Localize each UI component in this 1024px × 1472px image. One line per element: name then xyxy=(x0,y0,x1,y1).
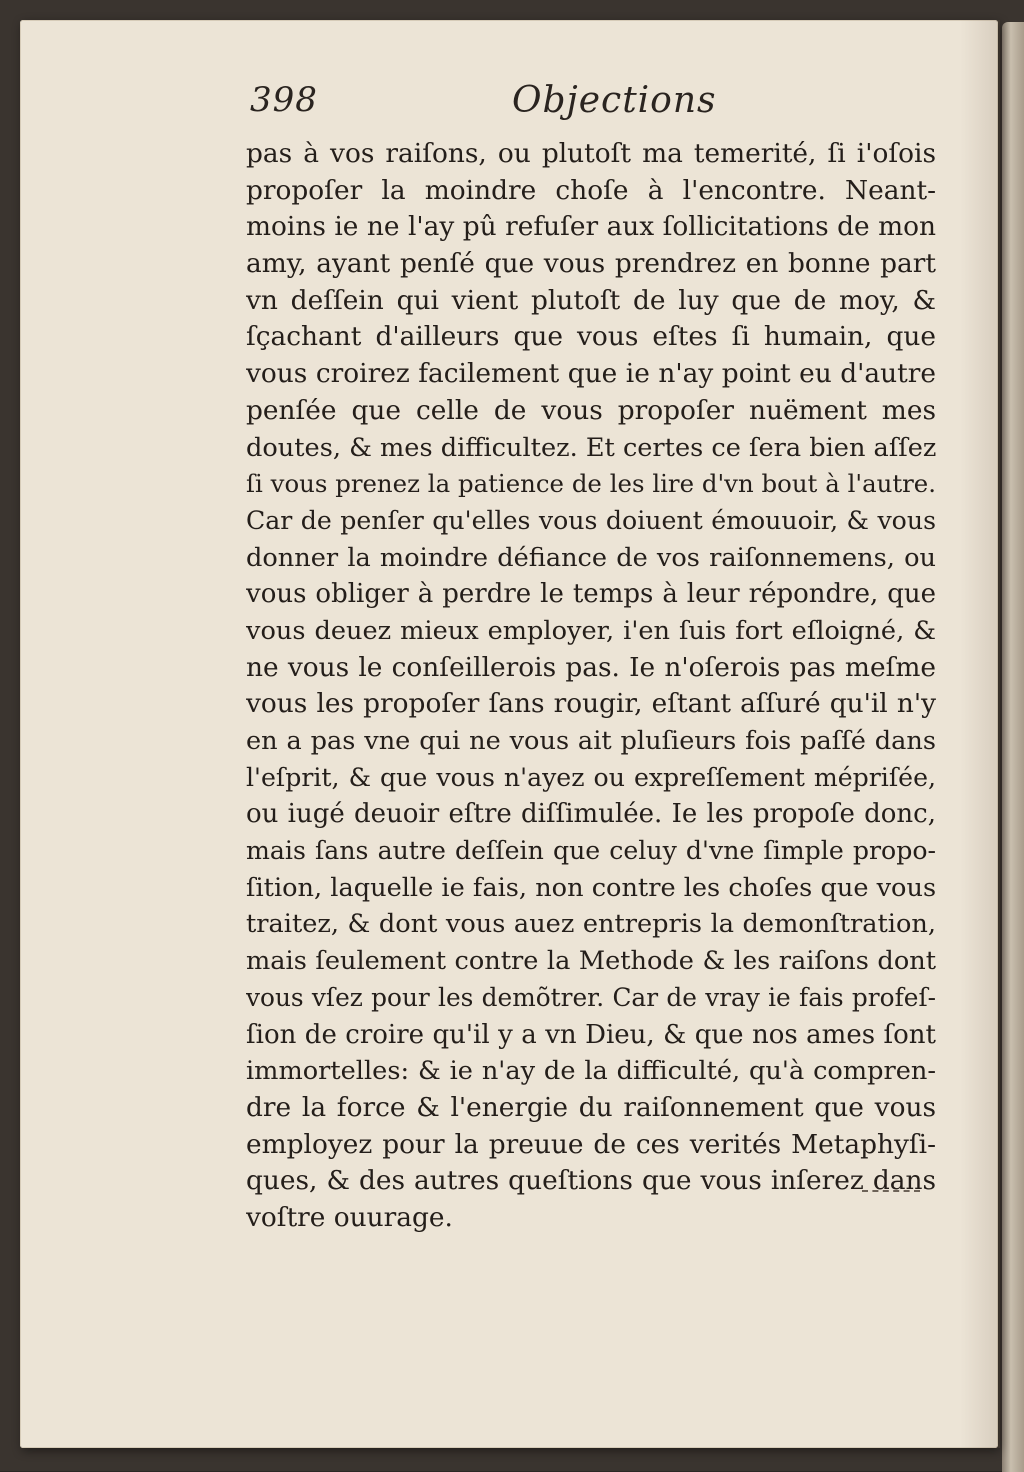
text-line: vous les propoſer ſans rougir, eſtant aſſuré qu'il n'y xyxy=(246,688,936,720)
text-line: vous croirez facilement que ie n'ay point eu d'autre xyxy=(246,358,936,390)
text-line: moins ie ne l'ay pû refuſer aux ſollicitations de mon xyxy=(246,211,936,243)
text-line: vous deuez mieux employer, i'en ſuis fort eſloigné, & xyxy=(246,615,936,646)
text-line: ſçachant d'ailleurs que vous eſtes ſi humain, que xyxy=(246,321,936,353)
text-line: en a pas vne qui ne vous ait pluſieurs fois paſſé dans xyxy=(246,726,936,756)
text-line: vous obliger à perdre le temps à leur répondre, que xyxy=(246,579,936,610)
text-line: ques, & des autres queſtions que vous inſerez dans xyxy=(246,1165,936,1197)
text-line: traitez, & dont vous auez entrepris la demonſtration, xyxy=(246,909,936,940)
text-line: l'eſprit, & que vous n'ayez ou expreſſement mépriſée, xyxy=(246,762,936,792)
text-line: ſition, laquelle ie fais, non contre les choſes que vous xyxy=(246,872,936,903)
text-line: ſion de croire qu'il y a vn Dieu, & que nos ames ſont xyxy=(246,1019,936,1050)
text-line: voſtre ouurage. xyxy=(246,1201,453,1233)
text-line: ou iugé deuoir eſtre diſſimulée. Ie les propoſe donc, xyxy=(246,799,936,830)
text-line: mais ſeulement contre la Methode & les raiſons dont xyxy=(246,946,936,977)
facing-page-edge xyxy=(1002,22,1024,1472)
text-line: vous vſez pour les demõtrer. Car de vray ie fais profeſ- xyxy=(246,982,936,1012)
text-line: donner la moindre défiance de vos raiſonnemens, ou xyxy=(246,542,936,573)
text-line: mais ſans autre deſſein que celuy d'vne ſimple propo- xyxy=(246,836,936,866)
page-number: 398 xyxy=(250,80,318,120)
catchword-mark xyxy=(862,1190,920,1194)
body-text xyxy=(246,136,936,1237)
text-line: ſi vous prenez la patience de les lire d'vn bout à l'autre. xyxy=(246,469,936,499)
text-line: amy, ayant penſé que vous prendrez en bonne part xyxy=(246,248,936,280)
running-head xyxy=(250,80,930,130)
text-line: penſée que celle de vous propoſer nuëment mes xyxy=(246,394,936,426)
running-title: Objections xyxy=(512,80,717,121)
text-line: immortelles: & ie n'ay de la difficulté, qu'à compren- xyxy=(246,1056,936,1087)
text-line: dre la force & l'energie du raiſonnement que vous xyxy=(246,1091,936,1123)
text-line: ne vous le conſeillerois pas. Ie n'oſerois pas meſme xyxy=(246,651,936,683)
text-line: pas à vos raiſons, ou plutoſt ma temerité, ſi i'oſois xyxy=(246,138,936,169)
text-line: doutes, & mes difficultez. Et certes ce ſera bien aſſez xyxy=(246,432,936,463)
text-line: Car de penſer qu'elles vous doiuent émouuoir, & vous xyxy=(246,505,936,535)
text-line: employez pour la preuue de ces verités Metaphyſi- xyxy=(246,1128,936,1160)
text-line: propoſer la moindre choſe à l'encontre. Neant- xyxy=(246,174,936,206)
text-line: vn deſſein qui vient plutoſt de luy que de moy, & xyxy=(246,284,936,316)
